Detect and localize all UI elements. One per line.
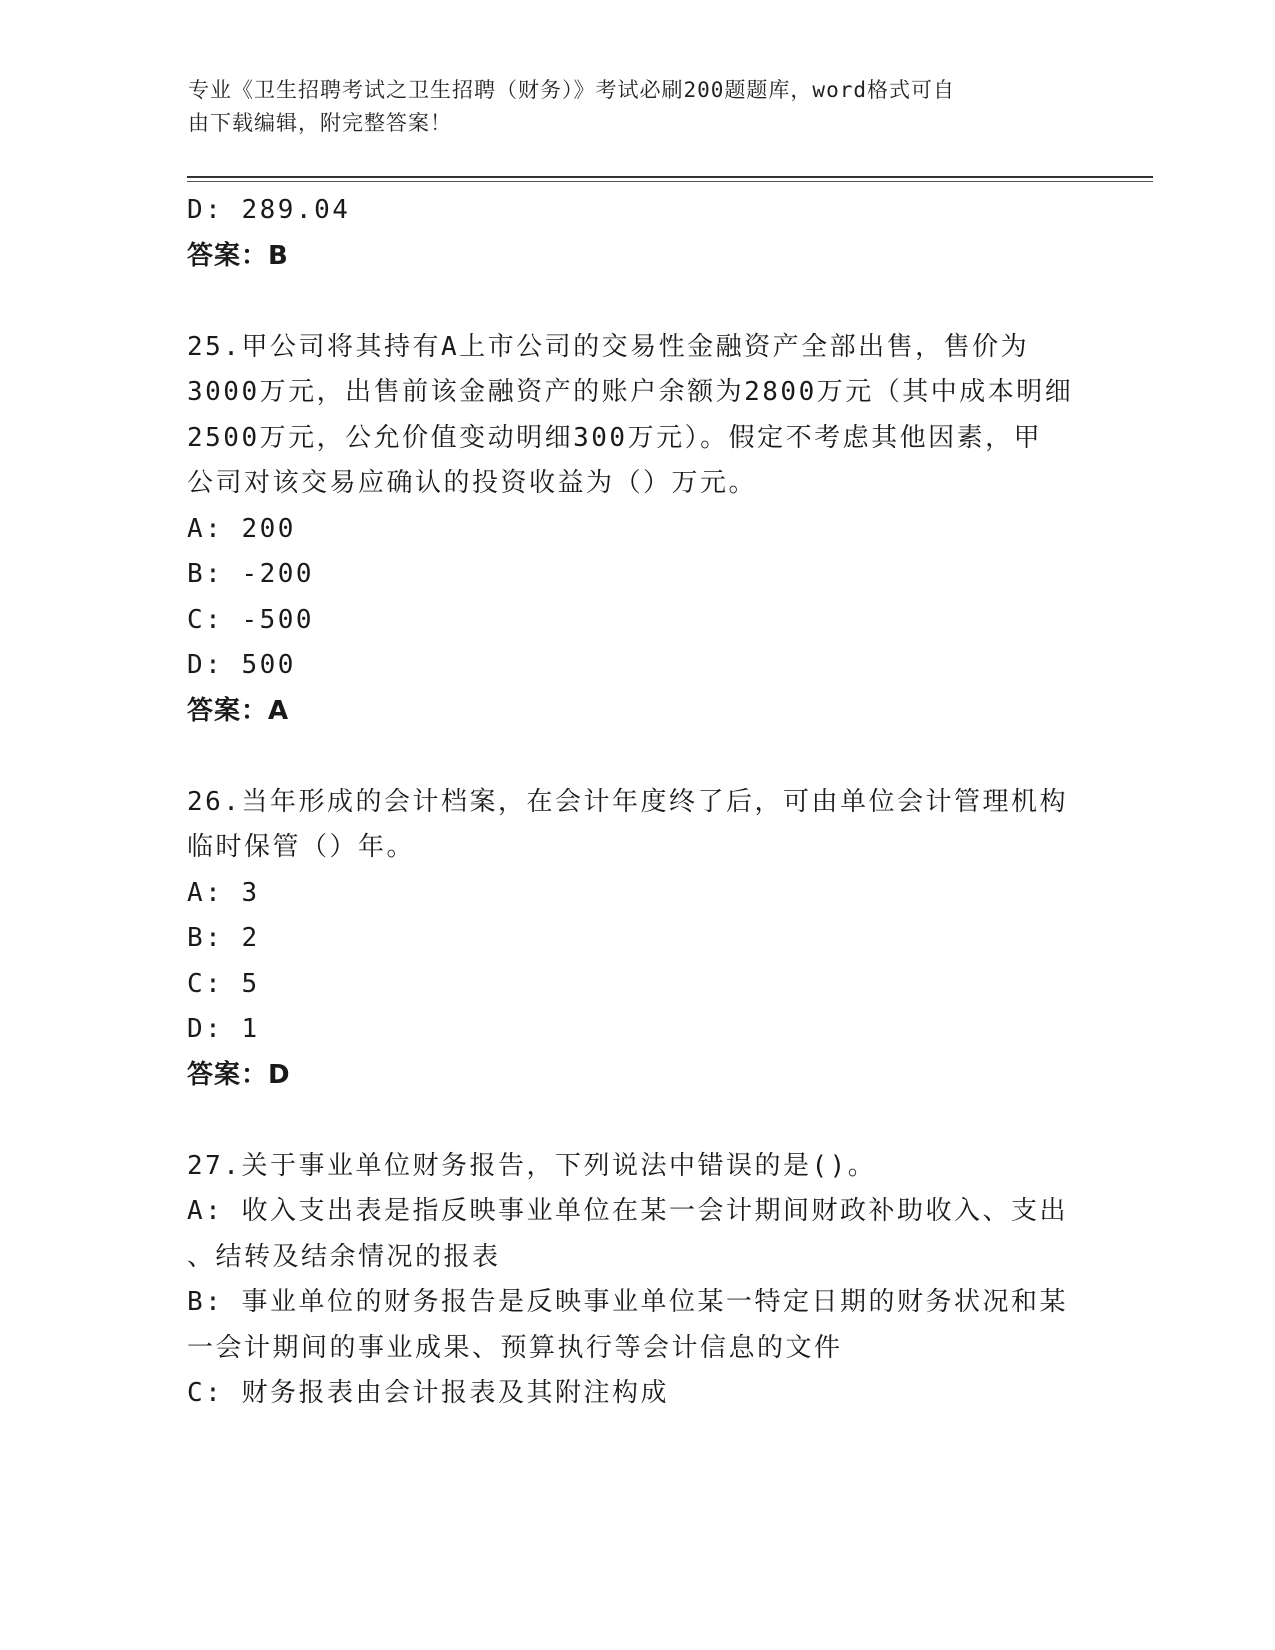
header-line-2: 由下载编辑，附完整答案！ (188, 111, 452, 135)
question-27-line-1: 27.关于事业单位财务报告，下列说法中错误的是()。 (187, 1150, 877, 1181)
spacer (187, 1098, 1087, 1144)
question-26-option-d: D: 1 (187, 1014, 260, 1044)
question-27-option-a-line-2: 、结转及结余情况的报表 (187, 1241, 501, 1272)
spacer (187, 279, 1087, 325)
question-25-option-b: B: -200 (187, 559, 315, 589)
question-26-option-a: A: 3 (187, 877, 260, 908)
question-25-answer: 答案：A (187, 695, 290, 726)
header-line-1: 专业《卫生招聘考试之卫生招聘（财务）》考试必刷200题题库，word格式可自 (188, 78, 955, 102)
question-26-line-2: 临时保管（）年。 (187, 832, 416, 862)
question-25-option-d: D: 500 (187, 650, 296, 680)
question-27 (187, 1144, 1087, 1417)
question-27-option-b-line-1: B: 事业单位的财务报告是反映事业单位某一特定日期的财务状况和某 (187, 1287, 1068, 1317)
question-25 (187, 325, 1087, 735)
question-25-line-3: 2500万元，公允价值变动明细300万元）。假定不考虑其他因素，甲 (187, 422, 1043, 453)
question-25-option-a: A: 200 (187, 513, 296, 544)
question-27-option-c: C: 财务报表由会计报表及其附注构成 (187, 1378, 669, 1408)
question-26-line-1: 26.当年形成的会计档案，在会计年度终了后，可由单位会计管理机构 (187, 786, 1068, 817)
question-26-option-b: B: 2 (187, 923, 260, 953)
question-26 (187, 780, 1087, 1099)
prev-answer: 答案：B (187, 240, 289, 271)
question-26-answer: 答案：D (187, 1059, 291, 1090)
question-25-option-c: C: -500 (187, 604, 315, 635)
question-27-option-b-line-2: 一会计期间的事业成果、预算执行等会计信息的文件 (187, 1332, 843, 1363)
question-25-line-4: 公司对该交易应确认的投资收益为（）万元。 (187, 468, 758, 498)
document-header (188, 74, 1068, 140)
spacer (187, 734, 1087, 780)
header-divider (187, 176, 1153, 178)
question-26-option-c: C: 5 (187, 968, 260, 999)
question-25-line-2: 3000万元，出售前该金融资产的账户余额为2800万元（其中成本明细 (187, 377, 1074, 407)
question-27-option-a-line-1: A: 收入支出表是指反映事业单位在某一会计期间财政补助收入、支出 (187, 1196, 1068, 1226)
prev-option-d: D: 289.04 (187, 195, 351, 225)
document-body (187, 188, 1087, 1417)
question-25-line-1: 25.甲公司将其持有A上市公司的交易性金融资产全部出售，售价为 (187, 331, 1030, 362)
header-divider-thin (187, 181, 1153, 182)
